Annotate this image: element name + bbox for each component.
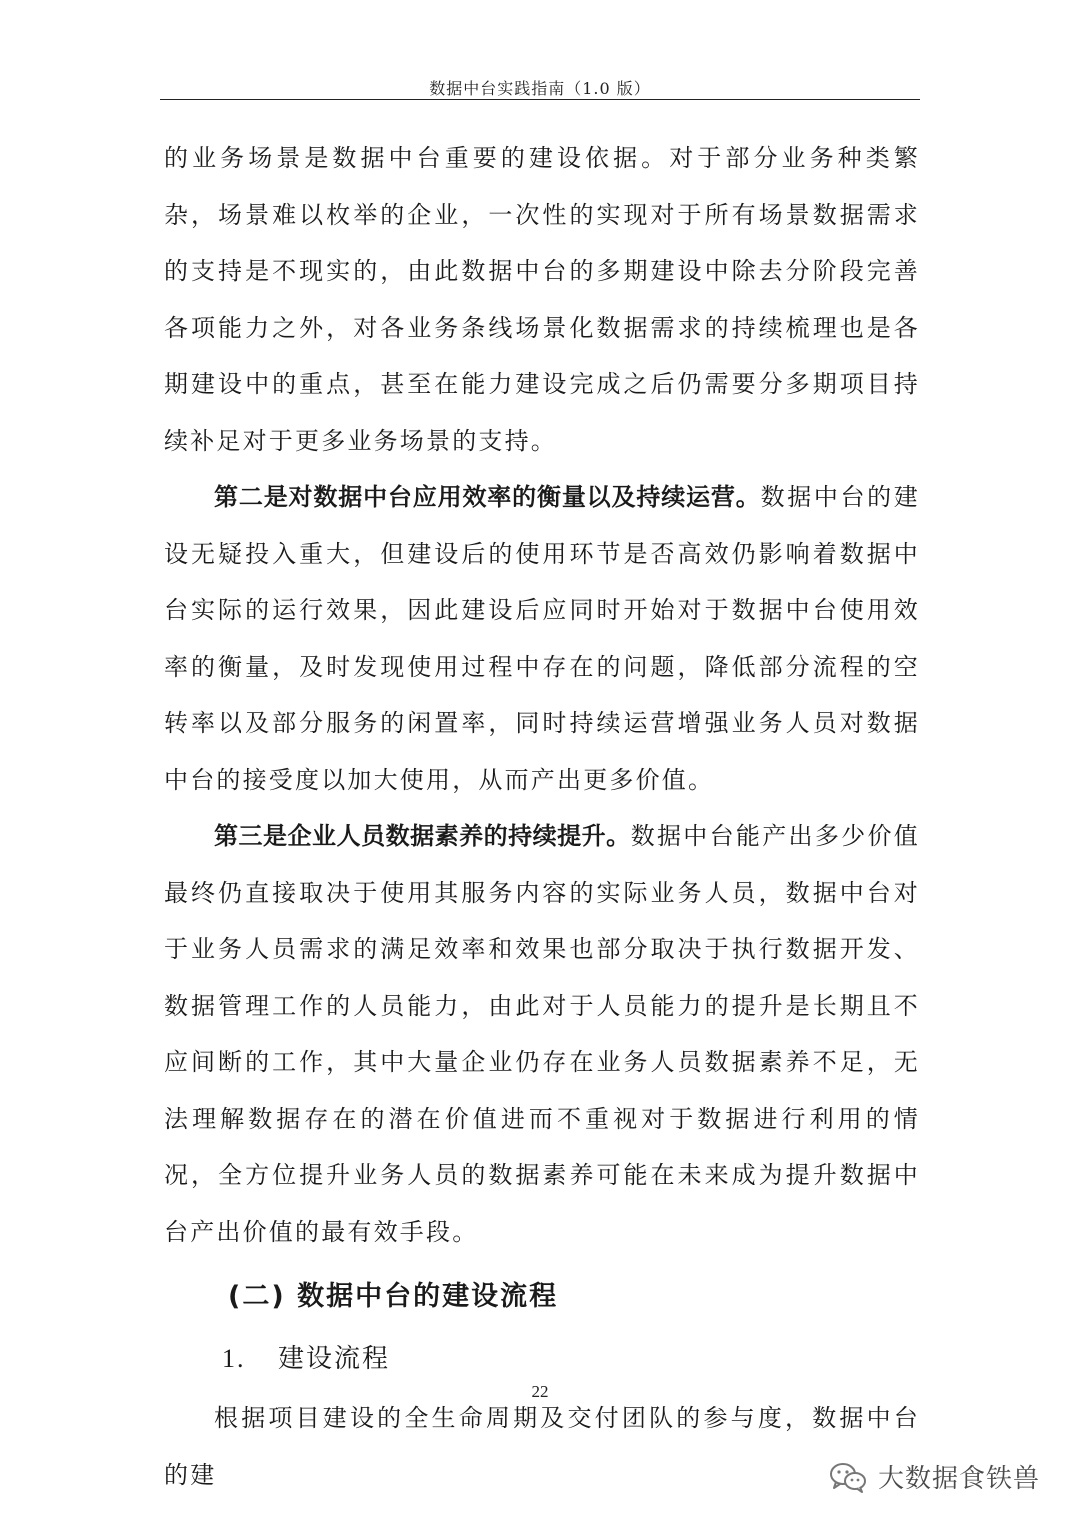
paragraph-2-lead: 第二是对数据中台应用效率的衡量以及持续运营。 [214, 483, 761, 511]
page-body [164, 130, 920, 1503]
header-rule [160, 99, 920, 100]
watermark [828, 1458, 1040, 1495]
paragraph-2 [164, 469, 920, 808]
page-header: 数据中台实践指南（1.0 版） [429, 79, 651, 98]
section-heading: (二) 数据中台的建设流程 [228, 1281, 559, 1312]
paragraph-3 [164, 808, 920, 1260]
sub-heading [222, 1328, 920, 1390]
paragraph-3-text: 数据中台能产出多少价值最终仍直接取决于使用其服务内容的实际业务人员，数据中台对于业务人员需求的满足效率和效果也部分取决于执行数据开发、数据管理工作的人员能力，由此对于人员能力的提升是长期且不应间断的工作，其中大量企业仍存在业务人员数据素养不足，无法理解数据存在的潜在价值进而不重视对于数据进行利用的情况，全方位提升业务人员的数据素养可能在未来成为提升数据中台产出价值的最有效手段。 [164, 822, 920, 1246]
page-number: 22 [531, 1382, 549, 1401]
paragraph-4: 根据项目建设的全生命周期及交付团队的参与度，数据中台的建 [164, 1404, 920, 1489]
watermark-text: 大数据食铁兽 [877, 1464, 1040, 1494]
sub-heading-number: 1. [222, 1344, 246, 1373]
paragraph-2-text: 数据中台的建设无疑投入重大，但建设后的使用环节是否高效仍影响着数据中台实际的运行效果，因此建设后应同时开始对于数据中台使用效率的衡量，及时发现使用过程中存在的问题，降低部分流程的空转率以及部分服务的闲置率，同时持续运营增强业务人员对数据中台的接受度以加大使用，从而产出更多价值。 [164, 483, 920, 794]
paragraph-3-lead: 第三是企业人员数据素养的持续提升。 [214, 822, 631, 850]
sub-heading-text: 建设流程 [278, 1344, 391, 1374]
paragraph-1: 的业务场景是数据中台重要的建设依据。对于部分业务种类繁杂，场景难以枚举的企业，一次性的实现对于所有场景数据需求的支持是不现实的，由此数据中台的多期建设中除去分阶段完善各项能力之外，对各业务条线场景化数据需求的持续梳理也是各期建设中的重点，甚至在能力建设完成之后仍需要分多期项目持续补足对于更多业务场景的支持。 [164, 144, 920, 455]
wechat-icon [828, 1461, 868, 1493]
